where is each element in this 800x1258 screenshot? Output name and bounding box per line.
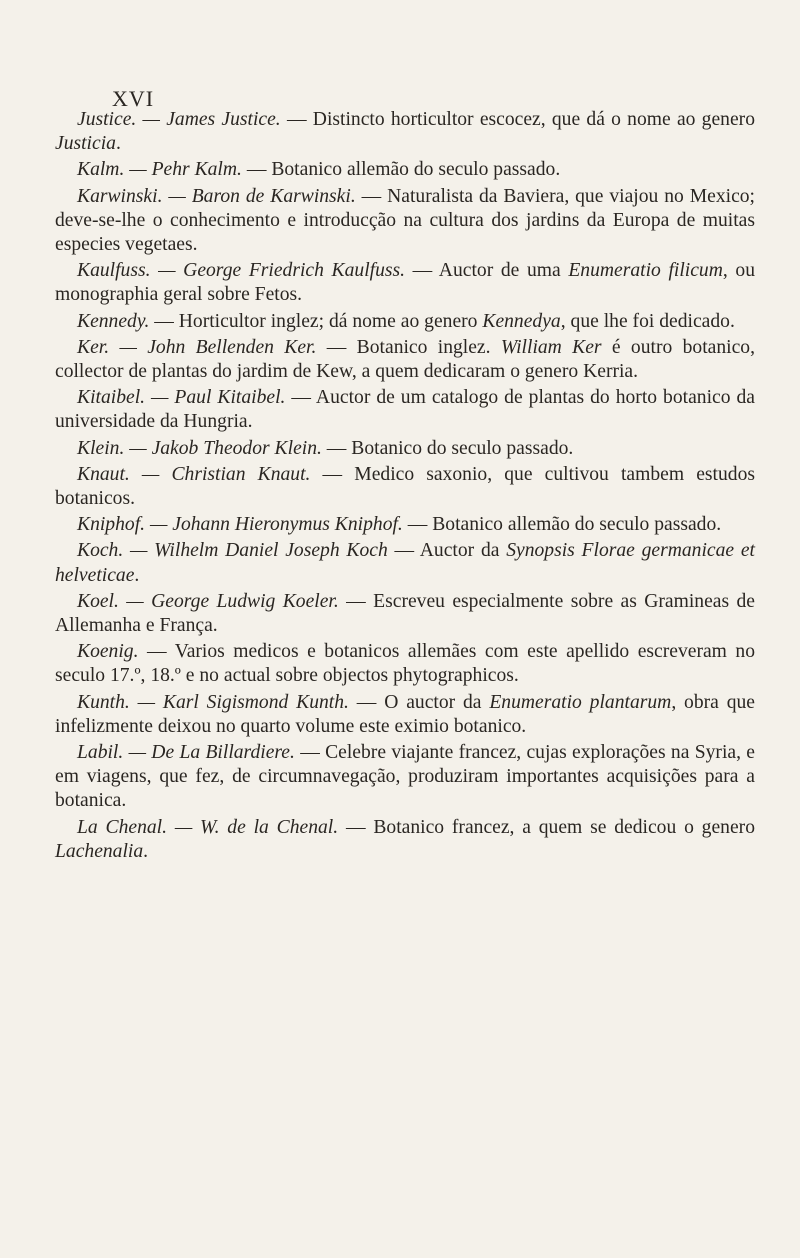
entry-headword: Justice. — James Justice. [77,109,281,130]
entry-ending: , que lhe foi dedicado. [560,310,735,332]
entry-ending: . [134,564,140,586]
entry-description: — Escreveu especialmente sobre as Gramineas de Allemanha e França. [55,590,755,637]
entry-headword: Koenig. [77,641,139,663]
entry-description: — Auctor da [387,540,507,562]
glossary-entry [55,590,755,638]
entry-headword: Klein. — Jakob Theodor Klein. [77,437,322,459]
glossary-entry [55,741,755,814]
glossary-entries [55,108,755,866]
glossary-entry [55,513,755,537]
entry-headword: Kniphof. — Johann Hieronymus Kniphof. [77,514,403,536]
glossary-entry [55,108,755,156]
entry-ending: . [143,840,149,862]
entry-italic-term: Synopsis Florae germanicae et helveticae [55,540,756,586]
glossary-entry [55,336,755,384]
entry-description: — Botanico francez, a quem se dedicou o genero [338,816,755,838]
entry-ending: . [115,133,121,155]
glossary-entry [55,259,755,307]
entry-italic-term: Enumeratio plantarum [489,691,672,713]
entry-headword: Labil. — De La Billardiere. [77,742,295,764]
entry-description: — Naturalista da Baviera, que viajou no Mexico; deve-se-lhe o conhecimento e introducção na cultura dos jardins da Europa de muitas especies vegetaes. [55,185,756,256]
entry-description: — Celebre viajante francez, cujas explorações na Syria, e em viagens, que fez, de circumnavegação, produziram importantes acquisições para a botanica. [55,742,755,812]
entry-description: — Auctor de uma [405,260,569,282]
entry-description: — Botanico inglez. [316,336,501,358]
entry-headword: Koel. — George Ludwig Koeler. [77,590,339,612]
entry-headword: La Chenal. — W. de la Chenal. [77,816,339,838]
entry-italic-term: Justicia [55,133,116,155]
entry-headword: Kalm. — Pehr Kalm. [77,159,242,181]
entry-description: — Distincto horticultor escocez, que dá o nome ao genero [280,109,755,130]
entry-description: — Botanico do seculo passado. [321,437,574,459]
page-number: XVI [112,86,155,111]
glossary-entry [55,185,755,258]
entry-ending: é outro botanico, collector de plantas do jardim de Kew, a quem dedicaram o genero Kerria. [55,336,755,383]
entry-italic-term: William Ker [500,336,602,358]
glossary-entry [55,310,755,334]
entry-italic-term: Lachenalia [55,840,144,862]
entry-description: — Botanico allemão do seculo passado. [241,159,561,181]
glossary-entry [55,539,755,587]
entry-headword: Kitaibel. — Paul Kitaibel. [77,387,286,409]
entry-description: — Varios medicos e botanicos allemães com este apellido escreveram no seculo 17.º, 18.º e no actual sobre objectos phytographicos. [55,641,755,687]
entry-headword: Kaulfuss. — George Friedrich Kaulfuss. [77,260,406,282]
entry-italic-term: Kennedya [482,310,561,332]
entry-headword: Ker. — John Bellenden Ker. [77,336,317,358]
entry-headword: Kunth. — Karl Sigismond Kunth. [77,691,349,713]
glossary-entry [55,691,755,739]
entry-headword: Knaut. — Christian Knaut. [77,463,311,485]
entry-description: — Medico saxonio, que cultivou tambem estudos botanicos. [55,463,755,510]
glossary-entry [55,640,755,688]
entry-headword: Koch. — Wilhelm Daniel Joseph Koch [77,540,388,562]
glossary-entry [55,386,755,434]
glossary-entry [55,158,755,182]
entry-description: — Auctor de um catalogo de plantas do horto botanico da universidade da Hungria. [55,387,755,433]
entry-description: — Botanico allemão do seculo passado. [402,514,722,536]
entry-ending: , ou monographia geral sobre Fetos. [55,260,755,306]
entry-ending: , obra que infelizmente deixou no quarto volume este eximio botanico. [55,691,756,737]
glossary-entry [55,816,755,864]
glossary-entry [55,463,755,511]
entry-italic-term: Enumeratio filicum [568,260,723,282]
entry-headword: Kennedy. [77,310,150,332]
entry-description: — Horticultor inglez; dá nome ao genero [149,310,483,332]
glossary-entry [55,437,755,461]
entry-headword: Karwinski. — Baron de Karwinski. [77,185,356,207]
entry-description: — O auctor da [348,691,490,713]
